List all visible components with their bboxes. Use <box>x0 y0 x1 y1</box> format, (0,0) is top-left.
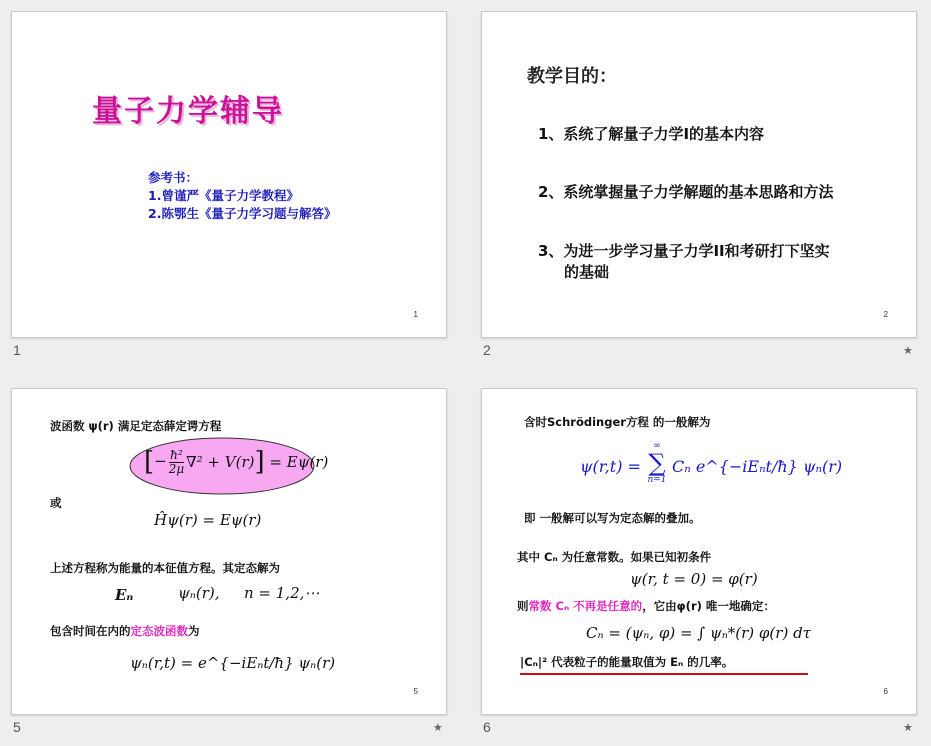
star-icon[interactable]: ★ <box>903 344 913 357</box>
reference-item-2: 2.陈鄂生《量子力学习题与解答》 <box>148 206 337 221</box>
text-suffix: 为 <box>188 624 200 638</box>
thumbnail-label-1: 1 <box>13 342 21 358</box>
fraction-denominator: 2μ <box>168 461 185 476</box>
stationary-wavefunction-equation: ψₙ(r,t) = e^{−iEₙt/ħ} ψₙ(r) <box>130 654 336 672</box>
sum-symbol: ∑ <box>648 449 666 477</box>
general-solution-rhs: Cₙ e^{−iEₙt/ħ} ψₙ(r) <box>672 457 843 476</box>
slide-thumbnail-2[interactable] <box>481 11 917 338</box>
general-solution-lhs: ψ(r,t) = <box>580 457 641 476</box>
text-prefix: 则 <box>517 599 529 613</box>
text-line-arbitrary-constant: 其中 Cₙ 为任意常数。如果已知初条件 <box>517 550 712 564</box>
highlight-term: 常数 Cₙ 不再是任意的 <box>528 599 643 613</box>
red-underline <box>520 673 808 675</box>
slide-thumbnail-1[interactable] <box>11 11 447 338</box>
text-line-eigen: 上述方程称为能量的本征值方程。其定态解为 <box>50 561 280 575</box>
fraction-numerator: ħ² <box>170 447 183 462</box>
slide-heading: 教学目的： <box>527 66 617 87</box>
summation <box>644 441 670 485</box>
thumbnail-label-5: 5 <box>13 719 21 735</box>
objective-item-1: 1、系统了解量子力学I的基本内容 <box>538 125 765 143</box>
slide-thumbnail-6[interactable] <box>481 388 917 715</box>
text-prefix: 包含时间在内的 <box>50 624 131 638</box>
sum-lower-limit: n=1 <box>647 475 667 485</box>
highlight-term: 定态波函数 <box>130 624 188 638</box>
slide-title: 量子力学辅导 <box>92 94 284 129</box>
eigenfunction-symbol: ψₙ(r), <box>178 584 220 602</box>
text-line-wavefunction: 波函数 ψ(r) 满足定态薛定谔方程 <box>50 419 222 433</box>
schrodinger-equation: [− $\frac{\text{ħ²}}{2\mu}$ ∇² + V(r)] = Eψ(r) <box>144 447 329 477</box>
coefficient-equation: Cₙ = (ψₙ, φ) = ∫ ψₙ*(r) φ(r) dτ <box>586 624 811 642</box>
text-line-timedependent <box>50 623 200 639</box>
objective-item-2: 2、系统掌握量子力学解题的基本思路和方法 <box>538 183 834 201</box>
slide-page-number: 1 <box>413 310 418 319</box>
hamiltonian-equation: Ĥψ(r) = Eψ(r) <box>154 511 262 529</box>
objective-item-3: 3、为进一步学习量子力学II和考研打下坚实 <box>538 242 830 260</box>
slide-thumbnail-5[interactable] <box>11 388 447 715</box>
slide-page-number: 5 <box>413 687 418 696</box>
text-or: 或 <box>50 496 62 510</box>
index-range: n = 1,2,⋯ <box>244 584 320 602</box>
text-line-general-solution: 含时Schrödinger方程 的一般解为 <box>524 415 711 429</box>
objective-item-3-continued: 的基础 <box>564 263 610 281</box>
initial-condition-equation: ψ(r, t = 0) = φ(r) <box>630 570 758 588</box>
text-line-probability: |Cₙ|² 代表粒子的能量取值为 Eₙ 的几率。 <box>520 655 734 669</box>
slide-page-number: 2 <box>883 310 888 319</box>
text-line-superposition: 即 一般解可以写为定态解的叠加。 <box>524 511 701 525</box>
text-line-determined <box>517 598 775 614</box>
text-suffix: ，它由φ(r) 唯一地确定： <box>642 599 775 613</box>
thumbnail-label-6: 6 <box>483 719 491 735</box>
energy-symbol: Eₙ <box>115 586 134 604</box>
thumbnail-label-2: 2 <box>483 342 491 358</box>
star-icon[interactable]: ★ <box>903 721 913 734</box>
slide-page-number: 6 <box>883 687 888 696</box>
sum-upper-limit: ∞ <box>653 441 661 451</box>
reference-item-1: 1.曾谨严《量子力学教程》 <box>148 188 299 203</box>
star-icon[interactable]: ★ <box>433 721 443 734</box>
reference-heading: 参考书： <box>148 170 199 185</box>
